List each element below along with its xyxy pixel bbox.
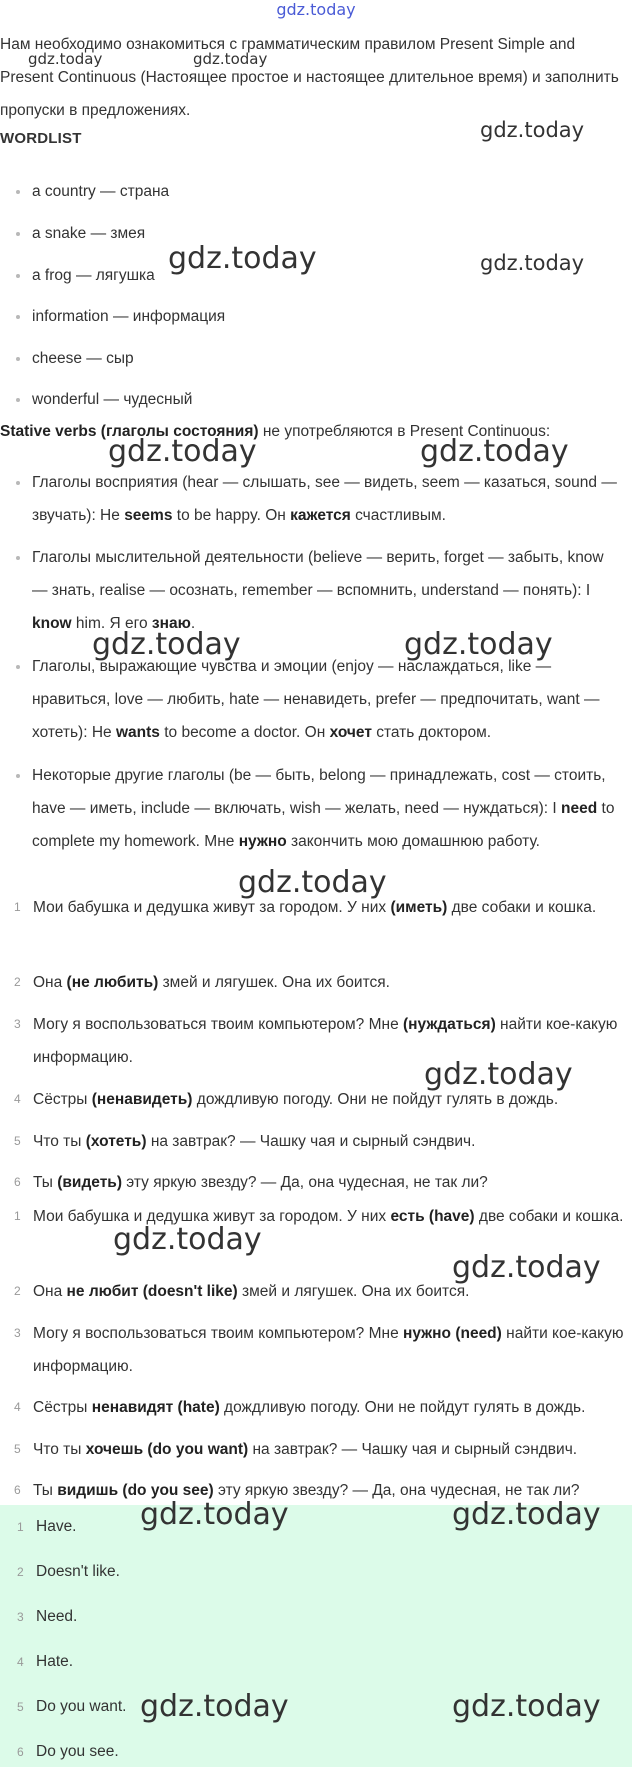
task-text: на завтрак? — Чашку чая и сырный сэндвич.	[146, 1133, 476, 1150]
translation-verb: нужно (need)	[403, 1325, 502, 1342]
watermark: gdz.today	[404, 627, 553, 662]
rule-example-bold: need	[561, 800, 598, 817]
watermark: gdz.today	[424, 1057, 573, 1092]
task-text: Мои бабушка и дедушка живут за городом. У них	[33, 899, 391, 916]
rule-example-bold: нужно	[238, 833, 287, 850]
intro-text: Нам необходимо ознакомиться с грамматическим правилом Present Simple and Present Continuous (Настоящее простое и настоящее длительное время) и заполнить пропуски в предложениях.	[0, 36, 619, 119]
task-number: 4	[14, 1092, 21, 1106]
watermark: gdz.today	[452, 1497, 601, 1532]
task-item	[14, 1125, 629, 1158]
rule-text: стать доктором.	[371, 724, 492, 741]
task-item	[14, 1166, 629, 1199]
task-verb: (видеть)	[57, 1174, 122, 1191]
rule-example-bold: кажется	[290, 507, 351, 524]
task-number: 3	[14, 1017, 21, 1031]
rule-text: Глаголы мыслительной деятельности (believe — верить, forget — забыть, know — знать, realise — осознать, remember — вспомнить, understand — понять): I	[32, 549, 604, 599]
translation-text: дождливую погоду. Они не пойдут гулять в дождь.	[219, 1399, 586, 1416]
translation-text: Что ты	[33, 1441, 86, 1458]
rule-example-bold: знаю	[151, 615, 191, 632]
task-verb: (хотеть)	[85, 1133, 147, 1150]
answer-number: 4	[17, 1655, 24, 1669]
rule-text: закончить мою домашнюю работу.	[286, 833, 540, 850]
stative-title-bold: Stative verbs (глаголы состояния)	[0, 423, 259, 440]
translation-verb: хочешь (do you want)	[85, 1441, 249, 1458]
answer-item	[17, 1740, 119, 1764]
wordlist-item: cheese — сыр	[32, 342, 622, 375]
answer-number: 1	[17, 1520, 24, 1534]
wordlist-heading: WORDLIST	[0, 130, 82, 147]
rule-example-bold: wants	[115, 724, 160, 741]
task-text: дождливую погоду. Они не пойдут гулять в дождь.	[192, 1091, 559, 1108]
answer-text: Have.	[36, 1518, 77, 1535]
translation-text: найти кое-какую информацию.	[33, 1325, 624, 1375]
rule-text: to be happy. Он	[172, 507, 291, 524]
answer-text: Do you see.	[36, 1743, 119, 1760]
rule-text: to become a doctor. Он	[159, 724, 330, 741]
answer-number: 3	[17, 1610, 24, 1624]
watermark: gdz.today	[480, 251, 585, 275]
translation-text: две собаки и кошка.	[474, 1208, 624, 1225]
stative-rule	[32, 759, 622, 858]
translation-text: на завтрак? — Чашку чая и сырный сэндвич.	[248, 1441, 578, 1458]
site-logo[interactable]: gdz.today	[276, 0, 356, 19]
rule-text: Глаголы, выражающие чувства и эмоции (enjoy — наслаждаться, like — нравиться, love — любить, hate — ненавидеть, prefer — предпочитать, want — хотеть): He	[32, 658, 600, 741]
translation-text: эту яркую звезду? — Да, она чудесная, не так ли?	[213, 1482, 580, 1499]
translation-text: Сёстры	[33, 1399, 92, 1416]
translation-number: 2	[14, 1284, 21, 1298]
rule-text: him. Я его	[71, 615, 152, 632]
translation-number: 3	[14, 1326, 21, 1340]
wordlist-item: a snake — змея	[32, 217, 622, 250]
watermark: gdz.today	[168, 241, 317, 276]
translation-item	[14, 1391, 629, 1424]
task-text: Она	[33, 974, 67, 991]
translation-verb: ненавидят (hate)	[91, 1399, 220, 1416]
translation-verb: есть (have)	[390, 1208, 475, 1225]
rule-text: счастливым.	[350, 507, 446, 524]
task-text: две собаки и кошка.	[447, 899, 597, 916]
task-verb: (иметь)	[390, 899, 448, 916]
task-number: 1	[14, 900, 21, 914]
rule-text: .	[190, 615, 196, 632]
translation-text: змей и лягушек. Она их боится.	[237, 1283, 470, 1300]
stative-rule	[32, 466, 622, 532]
watermark: gdz.today	[108, 434, 257, 469]
watermark: gdz.today	[28, 50, 103, 68]
rule-example-bold: seems	[124, 507, 173, 524]
answer-box	[0, 1505, 632, 1767]
answer-number: 5	[17, 1700, 24, 1714]
translation-verb: видишь (do you see)	[57, 1482, 214, 1499]
watermark: gdz.today	[452, 1689, 601, 1724]
watermark: gdz.today	[113, 1222, 262, 1257]
rule-example-bold: know	[32, 615, 72, 632]
watermark: gdz.today	[420, 434, 569, 469]
answer-number: 2	[17, 1565, 24, 1579]
translation-text: Мои бабушка и дедушка живут за городом. У них	[33, 1208, 391, 1225]
task-number: 6	[14, 1175, 21, 1189]
task-text: Что ты	[33, 1133, 86, 1150]
task-verb: (ненавидеть)	[91, 1091, 193, 1108]
rule-example-bold: хочет	[329, 724, 372, 741]
wordlist-item: a frog — лягушка	[32, 259, 622, 292]
watermark: gdz.today	[193, 50, 268, 68]
wordlist-item: information — информация	[32, 300, 622, 333]
translation-number: 4	[14, 1400, 21, 1414]
watermark: gdz.today	[140, 1497, 289, 1532]
answer-text: Need.	[36, 1608, 78, 1625]
task-text: Ты	[33, 1174, 58, 1191]
answer-number: 6	[17, 1745, 24, 1759]
translation-text: Ты	[33, 1482, 58, 1499]
rule-text: Некоторые другие глаголы (be — быть, belong — принадлежать, cost — стоить, have — иметь, include — включать, wish — желать, need — нуждаться): I	[32, 767, 606, 817]
watermark: gdz.today	[238, 865, 387, 900]
wordlist-item: wonderful — чудесный	[32, 383, 622, 416]
translation-number: 6	[14, 1483, 21, 1497]
watermark: gdz.today	[92, 627, 241, 662]
rule-text: Глаголы восприятия (hear — слышать, see — видеть, seem — казаться, sound — звучать): He	[32, 474, 617, 524]
rule-text: to complete my homework. Мне	[32, 800, 615, 850]
translation-number: 1	[14, 1209, 21, 1223]
task-number: 2	[14, 975, 21, 989]
translation-text: Могу я воспользоваться твоим компьютером? Мне	[33, 1325, 404, 1342]
answer-item	[17, 1605, 78, 1629]
answer-item	[17, 1695, 127, 1719]
wordlist-item: a country — страна	[32, 175, 622, 208]
task-text: найти кое-какую информацию.	[33, 1016, 618, 1066]
answer-item	[17, 1650, 74, 1674]
answer-text: Hate.	[36, 1653, 74, 1670]
translation-verb: не любит (doesn't like)	[66, 1283, 238, 1300]
task-item	[14, 966, 629, 999]
translation-item	[14, 1317, 629, 1383]
translation-item	[14, 1433, 629, 1466]
stative-rule	[32, 541, 622, 640]
task-text: эту яркую звезду? — Да, она чудесная, не так ли?	[122, 1174, 488, 1191]
answer-text: Do you want.	[36, 1698, 127, 1715]
answer-item	[17, 1515, 77, 1539]
stative-rule	[32, 650, 622, 749]
task-number: 5	[14, 1134, 21, 1148]
stative-title-rest: не употребляются в Present Continuous:	[258, 423, 551, 440]
task-verb: (нуждаться)	[403, 1016, 496, 1033]
task-text: змей и лягушек. Она их боится.	[158, 974, 390, 991]
answer-text: Doesn't like.	[36, 1563, 120, 1580]
watermark: gdz.today	[140, 1689, 289, 1724]
translation-text: Она	[33, 1283, 67, 1300]
task-verb: (не любить)	[66, 974, 159, 991]
watermark: gdz.today	[480, 118, 585, 142]
translation-number: 5	[14, 1442, 21, 1456]
watermark: gdz.today	[452, 1250, 601, 1285]
task-text: Могу я воспользоваться твоим компьютером? Мне	[33, 1016, 404, 1033]
answer-item	[17, 1560, 120, 1584]
task-text: Сёстры	[33, 1091, 92, 1108]
